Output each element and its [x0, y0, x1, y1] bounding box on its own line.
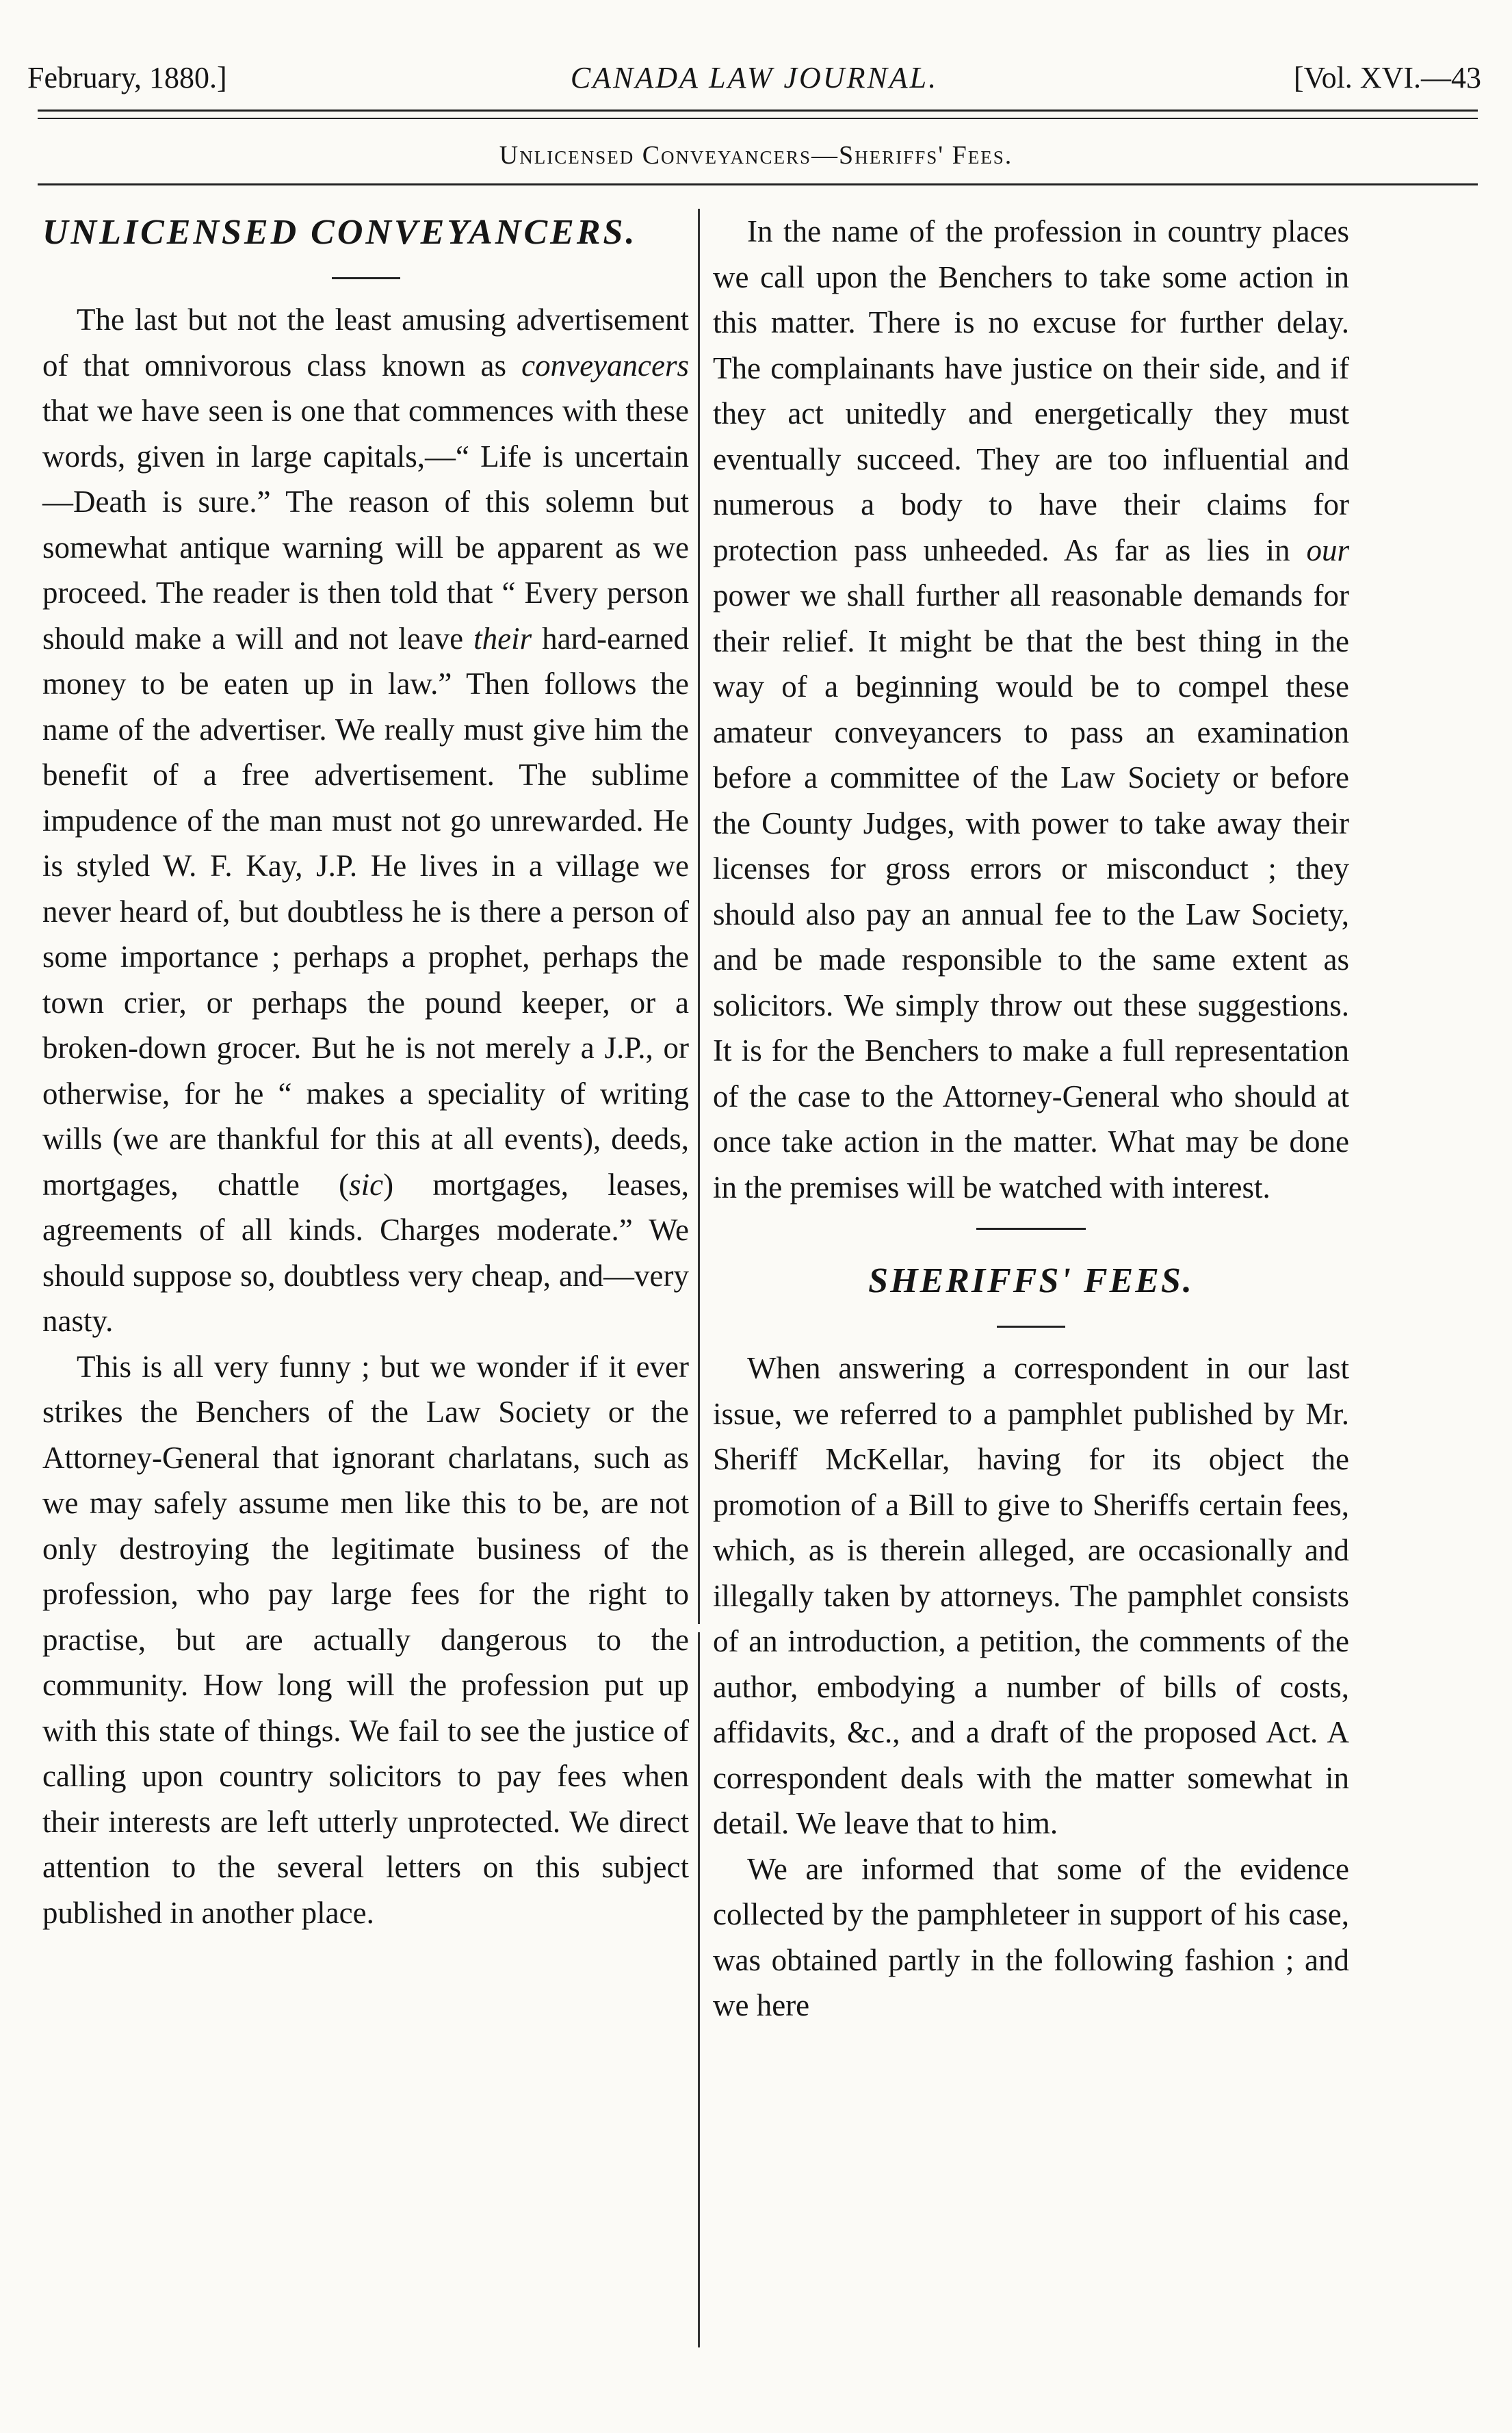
issue-date: February, 1880.]	[27, 61, 227, 94]
emphasis-sic: sic	[349, 1167, 384, 1202]
left-paragraph-1: The last but not the least amusing advertisement of that omnivorous class known as conveyancers that we have seen is one that commences with these words, given in large capitals,—“ Life is uncertain—Death is sure.” The reason of this solemn but somewhat antique warning will be apparent as we proceed. The reader is then told that “ Every person should make a will and not leave their hard-earned money to be eaten up in law.” Then follows the name of the advertiser. We really must give him the benefit of a free advertisement. The sublime impudence of the man must not go unrewarded. He is styled W. F. Kay, J.P. He lives in a village we never heard of, but doubtless he is there a person of some importance ; perhaps a prophet, perhaps the town crier, or perhaps the pound keeper, or a broken-down grocer. But he is not merely a J.P., or otherwise, for he “ makes a speciality of writing wills (we are thankful for this at all events), deeds, mortgages, chattle (sic) mortgages, leases, agreements of all kinds. Charges moderate.” We should suppose so, doubtless very cheap, and—very nasty.	[42, 302, 689, 1338]
column-divider-lower	[698, 1632, 700, 2347]
left-paragraph-2: This is all very funny ; but we wonder if it ever strikes the Benchers of the Law Society or the Attorney-General that ignorant charlatans, such as we may safely assume men like this to be, are not only destroying the legitimate business of the profession, who pay large fees for the right to practise, but are actually dangerous to the community. How long will the profession put up with this state of things. We fail to see the justice of calling upon country solicitors to pay fees when their interests are left utterly unprotected. We direct attention to the several letters on this subject published in another place.	[42, 1349, 689, 1930]
right-column	[713, 209, 1349, 2029]
right-paragraph-1: In the name of the profession in country places we call upon the Benchers to take some action in this matter. There is no excuse for further delay. The complainants have justice on their side, and if they act unitedly and energetically they must eventually succeed. They are too influential and numerous a body to have their claims for protection pass unheeded. As far as lies in our power we shall further all reasonable demands for their relief. It might be that the best thing in the way of a beginning would be to compel these amateur conveyancers to pass an examination before a committee of the Law Society or before the County Judges, with power to take away their licenses for gross errors or misconduct ; they should also pay an annual fee to the Law Society, and be made responsible to the same extent as solicitors. We simply throw out these suggestions. It is for the Benchers to make a full representation of the case to the Attorney-General who should at once take action in the matter. What may be done in the premises will be watched with interest.	[713, 214, 1349, 1205]
emphasis-their: their	[473, 621, 532, 656]
running-head	[27, 60, 1481, 101]
journal-title: CANADA LAW JOURNAL.	[570, 61, 939, 94]
volume-page-number: [Vol. XVI.—43	[1293, 61, 1481, 94]
title-rule-2	[997, 1326, 1065, 1328]
section-rule	[976, 1228, 1086, 1230]
header-rule-top	[38, 110, 1478, 112]
left-column	[42, 209, 689, 1935]
article-title-unlicensed-conveyancers: UNLICENSED CONVEYANCERS.	[42, 213, 638, 252]
subheader-rule	[38, 183, 1478, 185]
emphasis-conveyancers: conveyancers	[521, 348, 689, 383]
header-rule-bottom	[38, 118, 1478, 119]
right-paragraph-3: We are informed that some of the evidence collected by the pamphleteer in support of his case, was obtained partly in the following fashion ; and we here	[713, 1851, 1349, 2022]
right-paragraph-2: When answering a correspondent in our last issue, we referred to a pamphlet published by Mr. Sheriff McKellar, having for its object the promotion of a Bill to give to Sheriffs certain fees, which, as is therein alleged, are occasionally and illegally taken by attorneys. The pamphlet consists of an introduction, a petition, the comments of the author, embodying a number of bills of costs, affidavits, &c., and a draft of the proposed Act. A correspondent deals with the matter somewhat in detail. We leave that to him.	[713, 1351, 1349, 1840]
column-divider-upper	[698, 209, 700, 1624]
page-subheader: Unlicensed Conveyancers—Sheriffs' Fees.	[499, 141, 1013, 170]
article-title-sheriffs-fees: SHERIFFS' FEES.	[868, 1261, 1194, 1300]
emphasis-our: our	[1306, 532, 1349, 567]
title-rule	[332, 277, 400, 279]
